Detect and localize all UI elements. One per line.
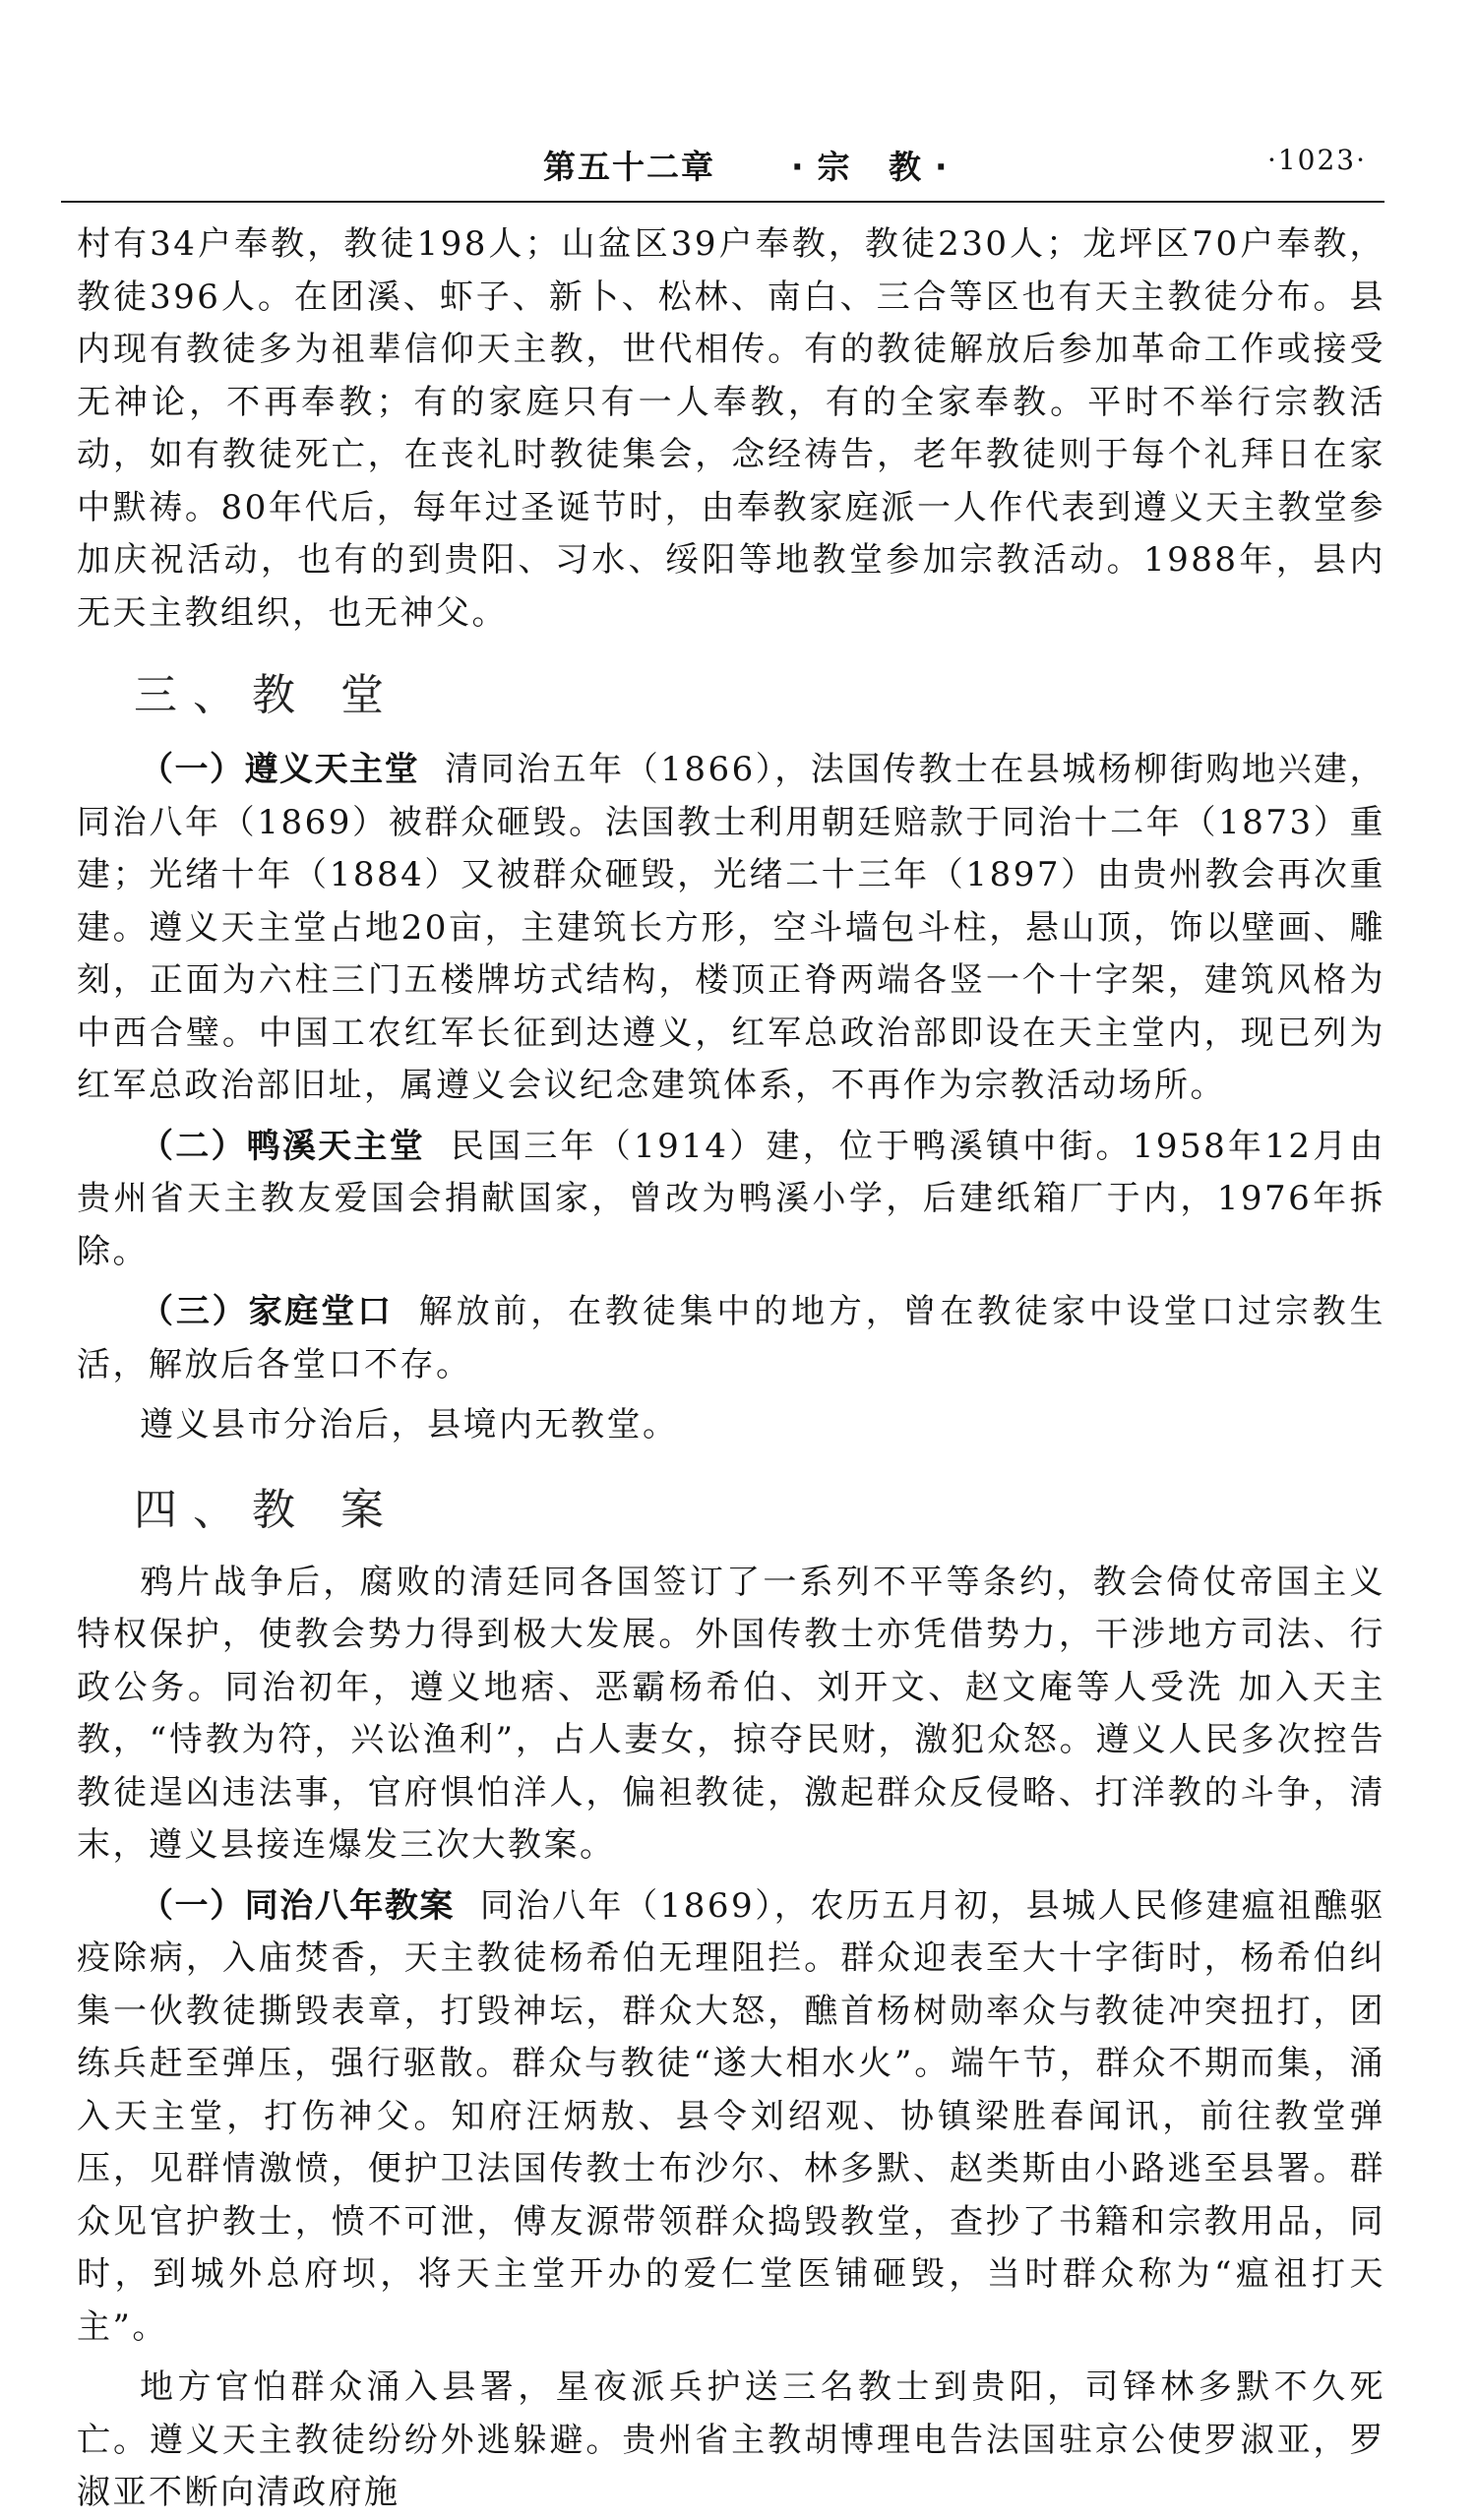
page-body [77, 218, 1385, 2520]
paragraph-catholic-distribution: 村有34户奉教，教徒198人；山盆区39户奉教，教徒230人；龙坪区70户奉教，教徒396人。在团溪、虾子、新卜、松林、南白、三合等区也有天主教徒分布。县内现有教徒多为祖辈信仰天主教，世代相传。有的教徒解放后参加革命工作或接受无神论，不再奉教；有的家庭只有一人奉教，有的全家奉教。平时不举行宗教活动，如有教徒死亡，在丧礼时教徒集会，念经祷告，老年教徒则于每个礼拜日在家中默祷。80年代后，每年过圣诞节时，由奉教家庭派一人作代表到遵义天主教堂参加庆祝活动，也有的到贵阳、习水、绥阳等地教堂参加宗教活动。1988年，县内无天主教组织，也无神父。 [77, 224, 1385, 633]
paragraph-family-chapel [77, 1286, 1385, 1391]
paragraph-no-churches: 遵义县市分治后，县境内无教堂。 [140, 1405, 679, 1444]
subheading-yaxi-church: （二）鸭溪天主堂 [140, 1126, 425, 1166]
page-header [61, 138, 1384, 203]
paragraph-zunyi-church [77, 744, 1385, 1113]
page-number: ·1023· [1266, 144, 1367, 176]
heading-churches: 三、教 堂 [134, 670, 400, 720]
paragraph-cases-intro: 鸦片战争后，腐败的清廷同各国签订了一系列不平等条约，教会倚仗帝国主义特权保护，使教会势力得到极大发展。外国传教士亦凭借势力，干涉地方司法、行政公务。同治初年，遵义地痞、恶霸杨希伯、刘开文、赵文庵等人受洗 加入天主教，“恃教为符，兴讼渔利”，占人妻女，掠夺民财，激犯众怒。遵义人民多次控告教徒逞凶违法事，官府惧怕洋人，偏袒教徒，激起群众反侵略、打洋教的斗争，清末，遵义县接连爆发三次大教案。 [77, 1562, 1385, 1865]
text-family-chapel: 解放前，在教徒集中的地方，曾在教徒家中设堂口过宗教生活，解放后各堂口不存。 [77, 1292, 1385, 1384]
heading-missionary-cases: 四、教 案 [134, 1484, 400, 1535]
subheading-family-chapel: （三）家庭堂口 [140, 1292, 394, 1331]
text-zunyi-church: 清同治五年（1866），法国传教士在县城杨柳街购地兴建，同治八年（1869）被群众砸毁。法国教士利用朝廷赔款于同治十二年（1873）重建；光绪十年（1884）又被群众砸毁，光绪二十三年（1897）由贵州教会再次重建。遵义天主堂占地20亩，主建筑长方形，空斗墙包斗柱，悬山顶，饰以壁画、雕刻，正面为六柱三门五楼牌坊式结构，楼顶正脊两端各竖一个十字架，建筑风格为中西合璧。中国工农红军长征到达遵义，红军总政治部即设在天主堂内，现已列为红军总政治部旧址，属遵义会议纪念建筑体系，不再作为宗教活动场所。 [77, 750, 1386, 1105]
chapter-title: 第五十二章 [543, 148, 715, 186]
text-yaxi-church: 民国三年（1914）建，位于鸭溪镇中街。1958年12月由贵州省天主教友爱国会捐献国家，曾改为鸭溪小学，后建纸箱厂于内，1976年拆除。 [77, 1126, 1385, 1271]
paragraph-tongzhi-case-continued: 地方官怕群众涌入县署，星夜派兵护送三名教士到贵阳，司铎林多默不久死亡。遵义天主教徒纷纷外逃躲避。贵州省主教胡博理电告法国驻京公使罗淑亚，罗淑亚不断向清政府施 [77, 2367, 1385, 2512]
text-tongzhi-case: 同治八年（1869），农历五月初，县城人民修建瘟祖醮驱疫除病，入庙焚香，天主教徒杨希伯无理阻拦。群众迎表至大十字街时，杨希伯纠集一伙教徒撕毁表章，打毁神坛，群众大怒，醮首杨树勋率众与教徒冲突扭打，团练兵赶至弹压，强行驱散。群众与教徒“遂大相水火”。端午节，群众不期而集，涌入天主堂，打伤神父。知府汪炳敖、县令刘绍观、协镇梁胜春闻讯，前往教堂弹压，见群情激愤，便护卫法国传教士布沙尔、林多默、赵类斯由小路逃至县署。群众见官护教士，愤不可泄，傅友源带领群众捣毁教堂，查抄了书籍和宗教用品，同时，到城外总府坝，将天主堂开办的爱仁堂医铺砸毁，当时群众称为“瘟祖打天主”。 [77, 1885, 1386, 2347]
paragraph-tongzhi-case [77, 1880, 1385, 2355]
subheading-tongzhi-case: （一）同治八年教案 [140, 1885, 455, 1926]
section-title: ·宗 教· [791, 148, 961, 186]
paragraph-yaxi-church [77, 1121, 1385, 1279]
subheading-zunyi-church: （一）遵义天主堂 [140, 750, 420, 789]
